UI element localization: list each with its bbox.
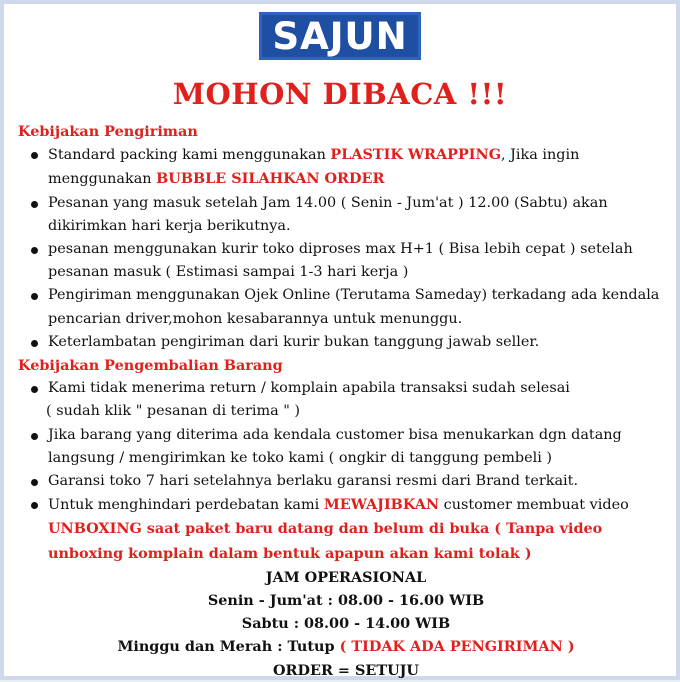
list-item [18, 143, 674, 191]
logo-wrap [4, 12, 676, 60]
item-text: customer membuat video [439, 497, 629, 514]
list-item [18, 192, 674, 238]
highlight-text: PLASTIK WRAPPING [330, 146, 501, 164]
item-text: Pengiriman menggunakan Ojek Online (Terutama Sameday) terkadang ada kendala pencarian driver,mohon kesabarannya untuk menunggu. [48, 287, 660, 327]
item-text: Jika barang yang diterima ada kendala customer bisa menukarkan dgn datang langsung / mengirimkan ke toko kami ( ongkir di tanggung pembeli ) [48, 426, 622, 466]
list-item [18, 377, 674, 400]
bullet-icon [31, 340, 38, 347]
returns-heading: Kebijakan Pengembalian Barang [18, 357, 283, 375]
sunday-note: ( TIDAK ADA PENGIRIMAN ) [339, 638, 575, 656]
shipping-heading: Kebijakan Pengiriman [18, 123, 198, 140]
list-item [18, 470, 674, 493]
order-footer: ORDER = SETUJU [273, 661, 419, 679]
item-text: Untuk menghindari perdebatan kami [48, 497, 324, 514]
bullet-icon [31, 247, 38, 254]
list-item [18, 493, 674, 566]
item-text: Keterlambatan pengiriman dari kurir bukan tanggung jawab seller. [48, 333, 540, 350]
page-title: MOHON DIBACA !!! [172, 77, 508, 111]
hours-saturday: Sabtu : 08.00 - 14.00 WIB [241, 615, 451, 633]
highlight-text: MEWAJIBKAN [323, 496, 440, 514]
bullet-icon [31, 386, 38, 393]
bullet-icon [31, 502, 38, 509]
brand-logo-text: SAJUN [272, 15, 408, 58]
item-text: , Jika ingin menggunakan [48, 147, 580, 188]
shipping-list [18, 143, 674, 354]
hours-heading: JAM OPERASIONAL [265, 568, 427, 586]
highlight-text: UNBOXING saat paket baru datang dan belum di buka ( Tanpa video unboxing komplain dalam bentuk apapun akan kami tolak ) [48, 520, 603, 562]
item-text: pesanan menggunakan kurir toko diproses max H+1 ( Bisa lebih cepat ) setelah pesanan masuk ( Estimasi sampai 1-3 hari kerja ) [48, 241, 633, 281]
list-item [18, 424, 674, 470]
item-text: Garansi toko 7 hari setelahnya berlaku garansi resmi dari Brand terkait. [48, 473, 579, 490]
item-subtext: ( sudah klik " pesanan di terima " ) [46, 403, 301, 420]
item-text: Pesanan yang masuk setelah Jam 14.00 ( Senin - Jum'at ) 12.00 (Sabtu) akan dikirimkan hari kerja berikutnya. [48, 194, 608, 234]
list-item [18, 331, 674, 354]
hours-weekday: Senin - Jum'at : 08.00 - 16.00 WIB [207, 592, 485, 610]
list-item [18, 284, 674, 330]
list-item [18, 238, 674, 284]
item-text: Kami tidak menerima return / komplain apabila transaksi sudah selesai [48, 380, 570, 397]
returns-list [18, 377, 674, 566]
notice-content [18, 120, 674, 682]
operating-hours [18, 566, 674, 682]
bullet-icon [31, 479, 38, 486]
bullet-icon [31, 152, 38, 159]
brand-logo [259, 12, 420, 60]
bullet-icon [31, 433, 38, 440]
hours-sunday [18, 635, 674, 658]
bullet-icon [31, 293, 38, 300]
bullet-icon [31, 201, 38, 208]
sunday-label: Minggu dan Merah : Tutup [117, 638, 340, 656]
item-text: Standard packing kami menggunakan [48, 147, 331, 164]
highlight-text: BUBBLE SILAHKAN ORDER [156, 170, 385, 188]
